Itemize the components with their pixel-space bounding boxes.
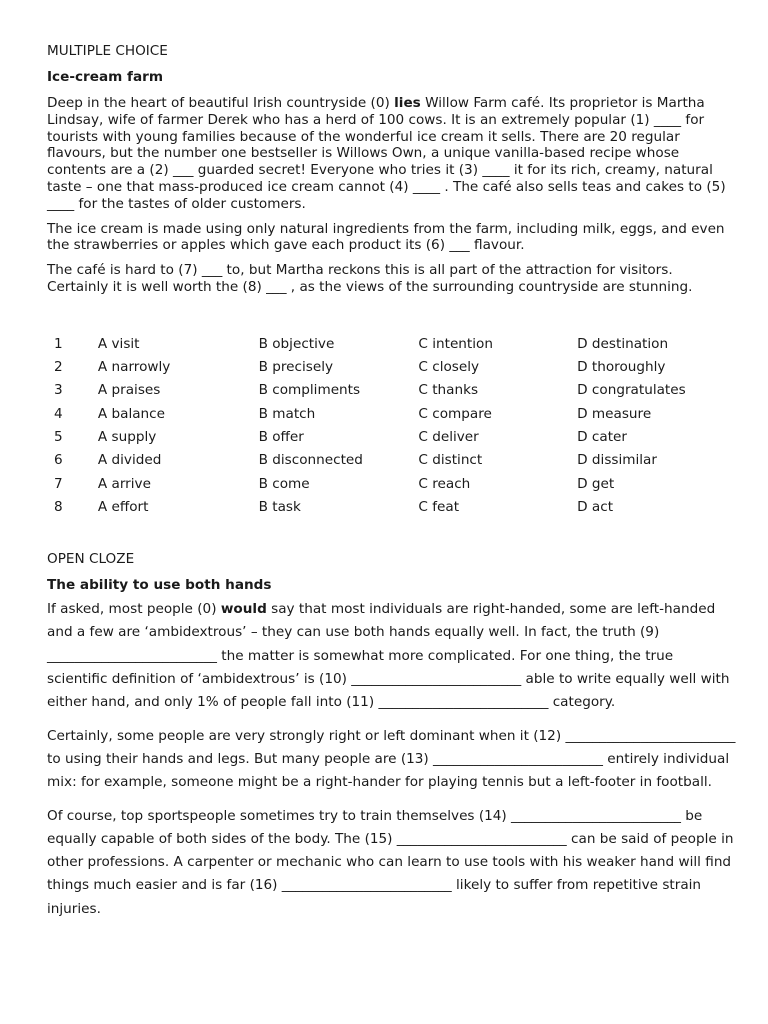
option-c: C intention bbox=[418, 335, 493, 352]
option-a: A arrive bbox=[97, 475, 151, 492]
option-row bbox=[47, 403, 737, 426]
cloze-paragraph-2: Certainly, some people are very strongly right or left dominant when it (12) _________________________ to using their hands and legs. But many people are (13) _________________________ entirely individual mix: for example, someone might be a right-hander for playing tennis but a left-footer in football. bbox=[47, 727, 736, 791]
option-a: A divided bbox=[97, 452, 162, 469]
mc-p1-text-b: Willow Farm café. Its proprietor is Martha Lindsay, wife of farmer Derek who has a herd of 100 cows. It is an extremely popular (1) ____ for tourists with young families because of the wonderful ice cream it sells. There are 20 regular flavours, but the number one bestseller is Willows Own, a unique vanilla-based recipe whose contents are a (2) ___ guarded secret! Everyone who tries it (3) ____ it for its rich, creamy, natural taste – one that mass-produced ice cream cannot (4) ____ . The café also sells teas and cakes to (5) ____ for the tastes of older customers. bbox=[47, 95, 726, 212]
section-label-multiple-choice: MULTIPLE CHOICE bbox=[47, 43, 168, 59]
option-b: B precisely bbox=[258, 359, 334, 376]
option-c: C distinct bbox=[418, 452, 483, 469]
option-row bbox=[47, 356, 737, 379]
option-row bbox=[47, 379, 737, 402]
section-multiple-choice bbox=[47, 42, 737, 519]
option-a: A balance bbox=[97, 405, 166, 422]
section-title-ice-cream-farm: Ice-cream farm bbox=[47, 69, 163, 85]
option-a: A supply bbox=[97, 428, 157, 445]
option-b: B disconnected bbox=[258, 452, 363, 469]
mc-p1-example-answer: lies bbox=[394, 95, 421, 111]
question-number: 2 bbox=[54, 359, 63, 376]
cloze-paragraph-1 bbox=[47, 598, 737, 714]
option-b: B task bbox=[258, 498, 301, 515]
option-d: D act bbox=[577, 498, 614, 515]
section-open-cloze bbox=[47, 550, 737, 921]
mc-options-body bbox=[47, 333, 737, 519]
option-a: A praises bbox=[97, 382, 161, 399]
option-d: D congratulates bbox=[577, 382, 686, 399]
option-d: D get bbox=[577, 475, 615, 492]
question-number: 6 bbox=[54, 452, 63, 469]
option-b: B come bbox=[258, 475, 310, 492]
option-c: C feat bbox=[418, 498, 460, 515]
cloze-p1-text-a: If asked, most people (0) bbox=[47, 601, 221, 618]
question-number: 7 bbox=[54, 475, 63, 492]
question-number: 1 bbox=[54, 335, 63, 352]
option-c: C thanks bbox=[418, 382, 479, 399]
option-c: C compare bbox=[418, 405, 492, 422]
option-a: A effort bbox=[97, 498, 149, 515]
document-page bbox=[47, 42, 737, 921]
cloze-p1-example-answer: would bbox=[220, 601, 267, 618]
option-d: D measure bbox=[577, 405, 652, 422]
mc-p1-text-a: Deep in the heart of beautiful Irish countryside (0) bbox=[47, 95, 395, 111]
mc-paragraph-3: The café is hard to (7) ___ to, but Martha reckons this is all part of the attraction for visitors. Certainly it is well worth the (8) ___ , as the views of the surrounding countryside are stunning. bbox=[47, 262, 693, 295]
option-row bbox=[47, 449, 737, 472]
option-d: D destination bbox=[577, 335, 669, 352]
mc-paragraph-1 bbox=[47, 95, 737, 213]
option-c: C reach bbox=[418, 475, 471, 492]
option-b: B match bbox=[258, 405, 316, 422]
option-d: D thoroughly bbox=[577, 359, 666, 376]
section-label-open-cloze: OPEN CLOZE bbox=[47, 551, 135, 568]
question-number: 4 bbox=[54, 405, 63, 422]
cloze-paragraph-3: Of course, top sportspeople sometimes try to train themselves (14) _________________________ be equally capable of both sides of the body. The (15) _________________________ can be said of people in other professions. A carpenter or mechanic who can learn to use tools with his weaker hand will find things much easier and is far (16) _________________________ likely to suffer from repetitive strain injuries. bbox=[47, 807, 734, 917]
option-row bbox=[47, 496, 737, 519]
question-number: 3 bbox=[54, 382, 63, 399]
option-row bbox=[47, 426, 737, 449]
option-d: D dissimilar bbox=[577, 452, 657, 469]
question-number: 8 bbox=[54, 498, 63, 515]
option-c: C closely bbox=[418, 359, 480, 376]
option-a: A narrowly bbox=[97, 359, 171, 376]
option-b: B compliments bbox=[258, 382, 361, 399]
option-row bbox=[47, 473, 737, 496]
cloze-p1-text-b: say that most individuals are right-handed, some are left-handed and a few are ‘ambidextrous’ – they can use both hands equally well. In fact, the truth (9) _________________________ the matter is somewhat more complicated. For one thing, the true scientific definition of ‘ambidextrous’ is (10) _________________________ able to write equally well with either hand, and only 1% of people fall into (11) _________________________ category. bbox=[47, 601, 730, 711]
mc-paragraph-2: The ice cream is made using only natural ingredients from the farm, including milk, eggs, and even the strawberries or apples which gave each product its (6) ___ flavour. bbox=[47, 220, 725, 254]
option-b: B offer bbox=[258, 428, 304, 445]
question-number: 5 bbox=[54, 428, 63, 445]
option-d: D cater bbox=[577, 428, 627, 445]
option-row bbox=[47, 333, 737, 356]
option-c: C deliver bbox=[418, 428, 479, 445]
section-title-both-hands: The ability to use both hands bbox=[47, 577, 272, 594]
mc-options-table bbox=[47, 333, 737, 519]
option-a: A visit bbox=[97, 335, 140, 352]
option-b: B objective bbox=[258, 335, 335, 352]
